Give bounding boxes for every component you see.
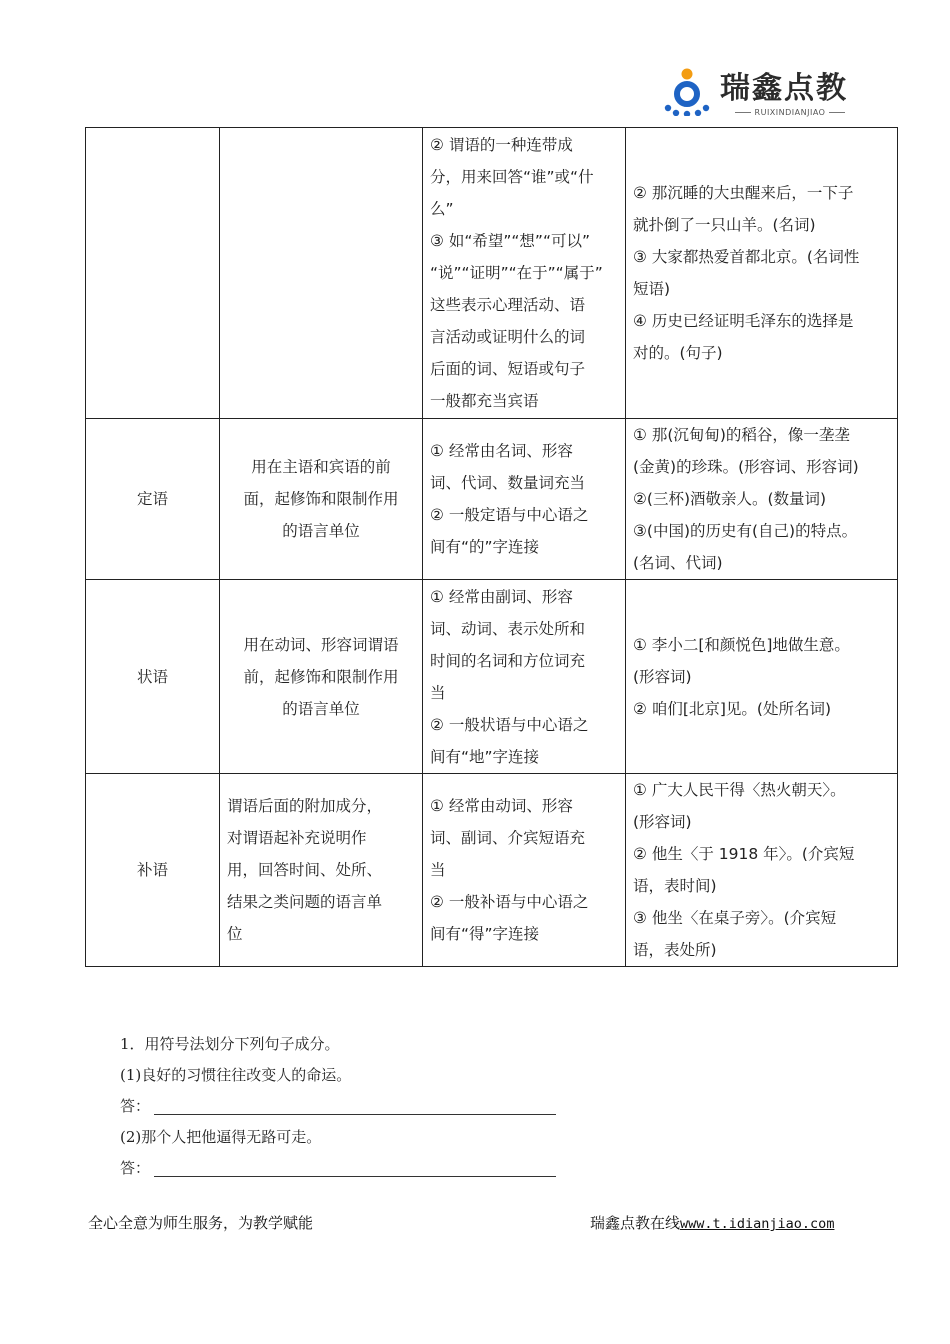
cell-line: 时间的名词和方位词充 (430, 651, 586, 670)
cell-line: ② 他生〈于 1918 年〉。(介宾短 (633, 845, 855, 863)
definition-cell (220, 580, 423, 774)
cell-line: ① 李小二[和颜悦色]地做生意。 (633, 635, 850, 654)
table-row (86, 774, 898, 967)
component-name-cell: 定语 (86, 419, 220, 580)
cell-line: 言活动或证明什么的词 (430, 328, 586, 346)
table-row (86, 419, 898, 580)
cell-line: “说”“证明”“在于”“属于” (430, 264, 603, 282)
cell-line: 语，表处所) (633, 941, 717, 959)
cell-line: ② 一般定语与中心语之 (430, 506, 589, 524)
examples-cell (626, 128, 898, 419)
brand-logo (664, 66, 864, 122)
cell-line: 词、副词、介宾短语充 (430, 829, 586, 847)
cell-line: 间有“地”字连接 (430, 747, 540, 766)
cell-line: 位 (227, 925, 243, 943)
cell-line: (名词、代词) (633, 554, 723, 572)
cell-line: (形容词) (633, 667, 692, 686)
cell-line: ① 经常由名词、形容 (430, 442, 573, 460)
footer-online (590, 1212, 834, 1233)
cell-line: 这些表示心理活动、语 (430, 296, 586, 314)
cell-line: 对的。(句子) (633, 344, 723, 362)
cell-line: 词、代词、数量词充当 (430, 474, 586, 492)
cell-line: ③ 大家都热爱首都北京。(名词性 (633, 248, 860, 266)
cell-line: 的语言单位 (282, 699, 360, 718)
cell-line: 当 (430, 683, 446, 702)
question-1: (1)良好的习惯往往改变人的命运。 (120, 1066, 352, 1084)
cell-line: ② 谓语的一种连带成 (430, 136, 573, 154)
cell-line: 谓语后面的附加成分， (227, 797, 383, 815)
cell-line: 么” (430, 200, 454, 218)
cell-line: 当 (430, 861, 446, 879)
function-cell (423, 419, 626, 580)
cell-line: 面，起修饰和限制作用 (243, 490, 399, 508)
cell-line: 后面的词、短语或句子 (430, 360, 586, 378)
cell-line: ① 经常由动词、形容 (430, 797, 573, 815)
function-cell (423, 774, 626, 967)
cell-line: ③ 他坐〈在桌子旁〉。(介宾短 (633, 909, 837, 927)
component-name-cell: 状语 (86, 580, 220, 774)
footer-url-link[interactable]: www.t.idianjiao.com (680, 1216, 835, 1232)
cell-line: ② 一般状语与中心语之 (430, 715, 589, 734)
logo-text: 瑞鑫点教 (720, 71, 848, 106)
cell-line: (形容词) (633, 813, 692, 831)
answer-2-row (120, 1153, 556, 1184)
sentence-component-table (85, 127, 898, 967)
cell-line: ② 一般补语与中心语之 (430, 893, 589, 911)
logo-subtext: RUIXINDIANJIAO (720, 108, 860, 117)
answer-label: 答： (120, 1159, 151, 1177)
cell-line: ③ 如“希望”“想”“可以” (430, 232, 591, 250)
cell-line: ④ 历史已经证明毛泽东的选择是 (633, 312, 854, 330)
cell-line: ③(中国)的历史有(自己)的特点。 (633, 522, 858, 540)
component-name-cell (86, 128, 220, 419)
component-name-cell: 补语 (86, 774, 220, 967)
footer-online-label: 瑞鑫点教在线 (590, 1214, 681, 1232)
cell-line: 就扑倒了一只山羊。(名词) (633, 216, 816, 234)
cell-line: 用在动词、形容词谓语 (243, 635, 399, 654)
cell-line: 前，起修饰和限制作用 (243, 667, 399, 686)
cell-line: ② 那沉睡的大虫醒来后，一下子 (633, 184, 854, 202)
cell-line: 语，表时间) (633, 877, 717, 895)
cell-line: 词、动词、表示处所和 (430, 619, 586, 638)
cell-line: ① 经常由副词、形容 (430, 587, 573, 606)
cell-line: 一般都充当宾语 (430, 392, 539, 410)
cell-line: ① 广大人民干得〈热火朝天〉。 (633, 781, 846, 799)
cell-line: ②(三杯)酒敬亲人。(数量词) (633, 490, 827, 508)
exercise-section (120, 1029, 556, 1184)
cell-line: ② 咱们[北京]见。(处所名词) (633, 699, 832, 718)
definition-cell (220, 774, 423, 967)
cell-line: (金黄)的珍珠。(形容词、形容词) (633, 458, 859, 476)
logo-figure-icon (664, 66, 710, 116)
exercise-title: 1．用符号法划分下列句子成分。 (120, 1035, 340, 1053)
cell-line: 间有“得”字连接 (430, 925, 540, 943)
footer-slogan: 全心全意为师生服务，为教学赋能 (88, 1214, 314, 1232)
answer-2-blank[interactable] (154, 1162, 556, 1177)
answer-1-row (120, 1091, 556, 1122)
cell-line: 用在主语和宾语的前 (251, 458, 391, 476)
examples-cell (626, 419, 898, 580)
cell-line: 结果之类问题的语言单 (227, 893, 383, 911)
cell-line: ① 那(沉甸甸)的稻谷，像一垄垄 (633, 426, 850, 444)
function-cell (423, 128, 626, 419)
function-cell (423, 580, 626, 774)
table-row (86, 128, 898, 419)
answer-label: 答： (120, 1097, 151, 1115)
cell-line: 用，回答时间、处所、 (227, 861, 383, 879)
examples-cell (626, 580, 898, 774)
cell-line: 的语言单位 (282, 522, 360, 540)
table-row (86, 580, 898, 774)
cell-line: 对谓语起补充说明作 (227, 829, 367, 847)
definition-cell (220, 128, 423, 419)
answer-1-blank[interactable] (154, 1100, 556, 1115)
cell-line: 短语) (633, 280, 671, 298)
examples-cell (626, 774, 898, 967)
cell-line: 分，用来回答“谁”或“什 (430, 168, 594, 186)
cell-line: 间有“的”字连接 (430, 538, 540, 556)
definition-cell (220, 419, 423, 580)
question-2: (2)那个人把他逼得无路可走。 (120, 1128, 322, 1146)
